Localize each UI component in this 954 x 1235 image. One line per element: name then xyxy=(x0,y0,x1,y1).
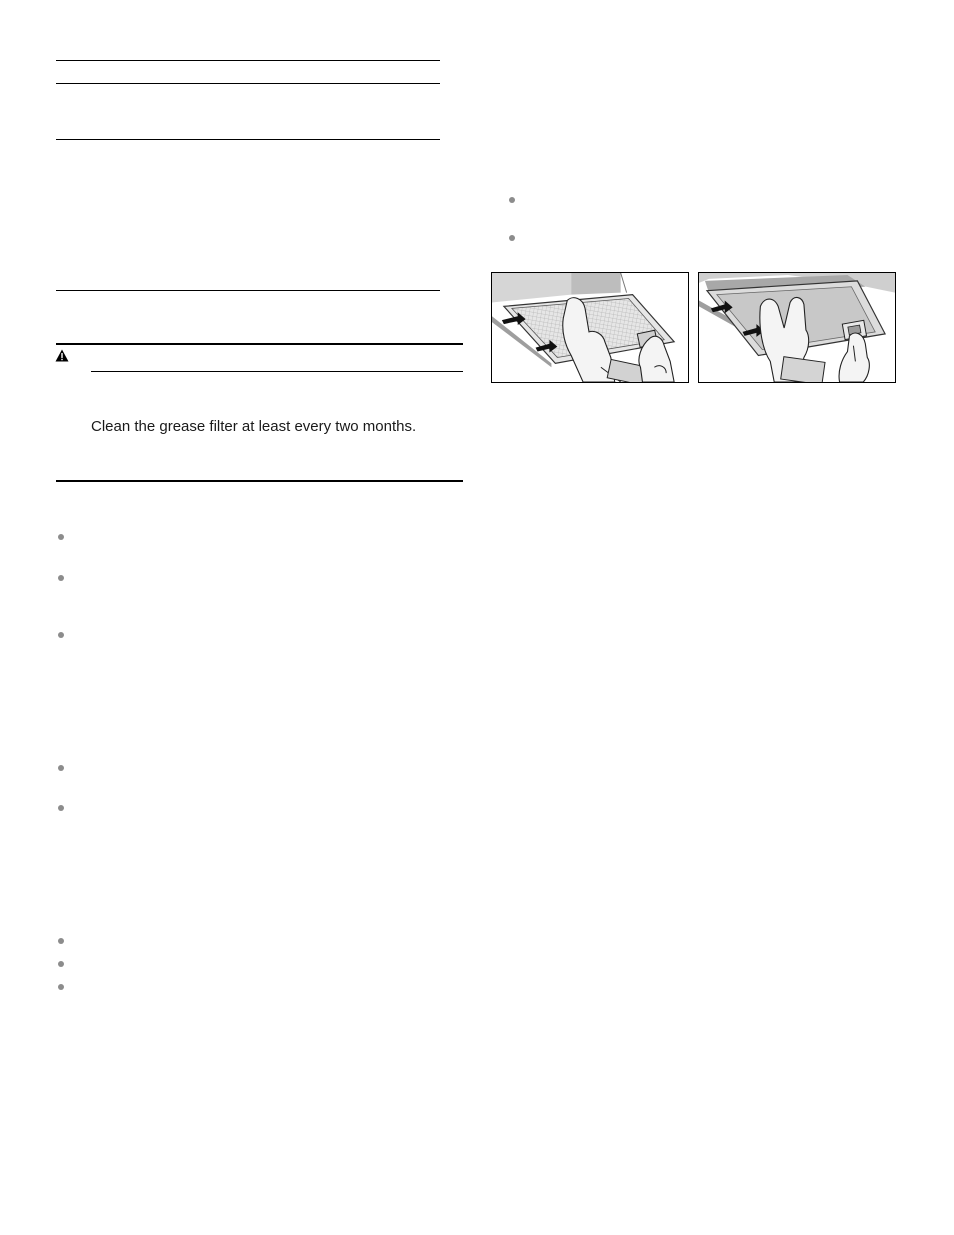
filter-removal-figure-2 xyxy=(698,272,896,383)
bullet-dot-icon xyxy=(58,938,64,944)
bullet-dot-icon xyxy=(509,235,515,241)
warning-triangle-icon xyxy=(55,349,69,362)
warning-sub-rule xyxy=(91,371,463,372)
bullet-dot-icon xyxy=(58,765,64,771)
section-rule xyxy=(56,139,440,140)
bullet-dot-icon xyxy=(58,632,64,638)
section-rule xyxy=(56,83,440,84)
bullet-dot-icon xyxy=(58,984,64,990)
warning-bottom-rule xyxy=(56,480,463,482)
section-rule xyxy=(56,60,440,61)
warning-top-rule xyxy=(56,343,463,345)
grease-filter-notice: Clean the grease filter at least every two months. xyxy=(91,418,417,435)
bullet-dot-icon xyxy=(58,534,64,540)
bullet-dot-icon xyxy=(58,961,64,967)
bullet-dot-icon xyxy=(58,805,64,811)
section-rule xyxy=(56,290,440,291)
filter-removal-figure-1 xyxy=(491,272,689,383)
bullet-dot-icon xyxy=(509,197,515,203)
bullet-dot-icon xyxy=(58,575,64,581)
